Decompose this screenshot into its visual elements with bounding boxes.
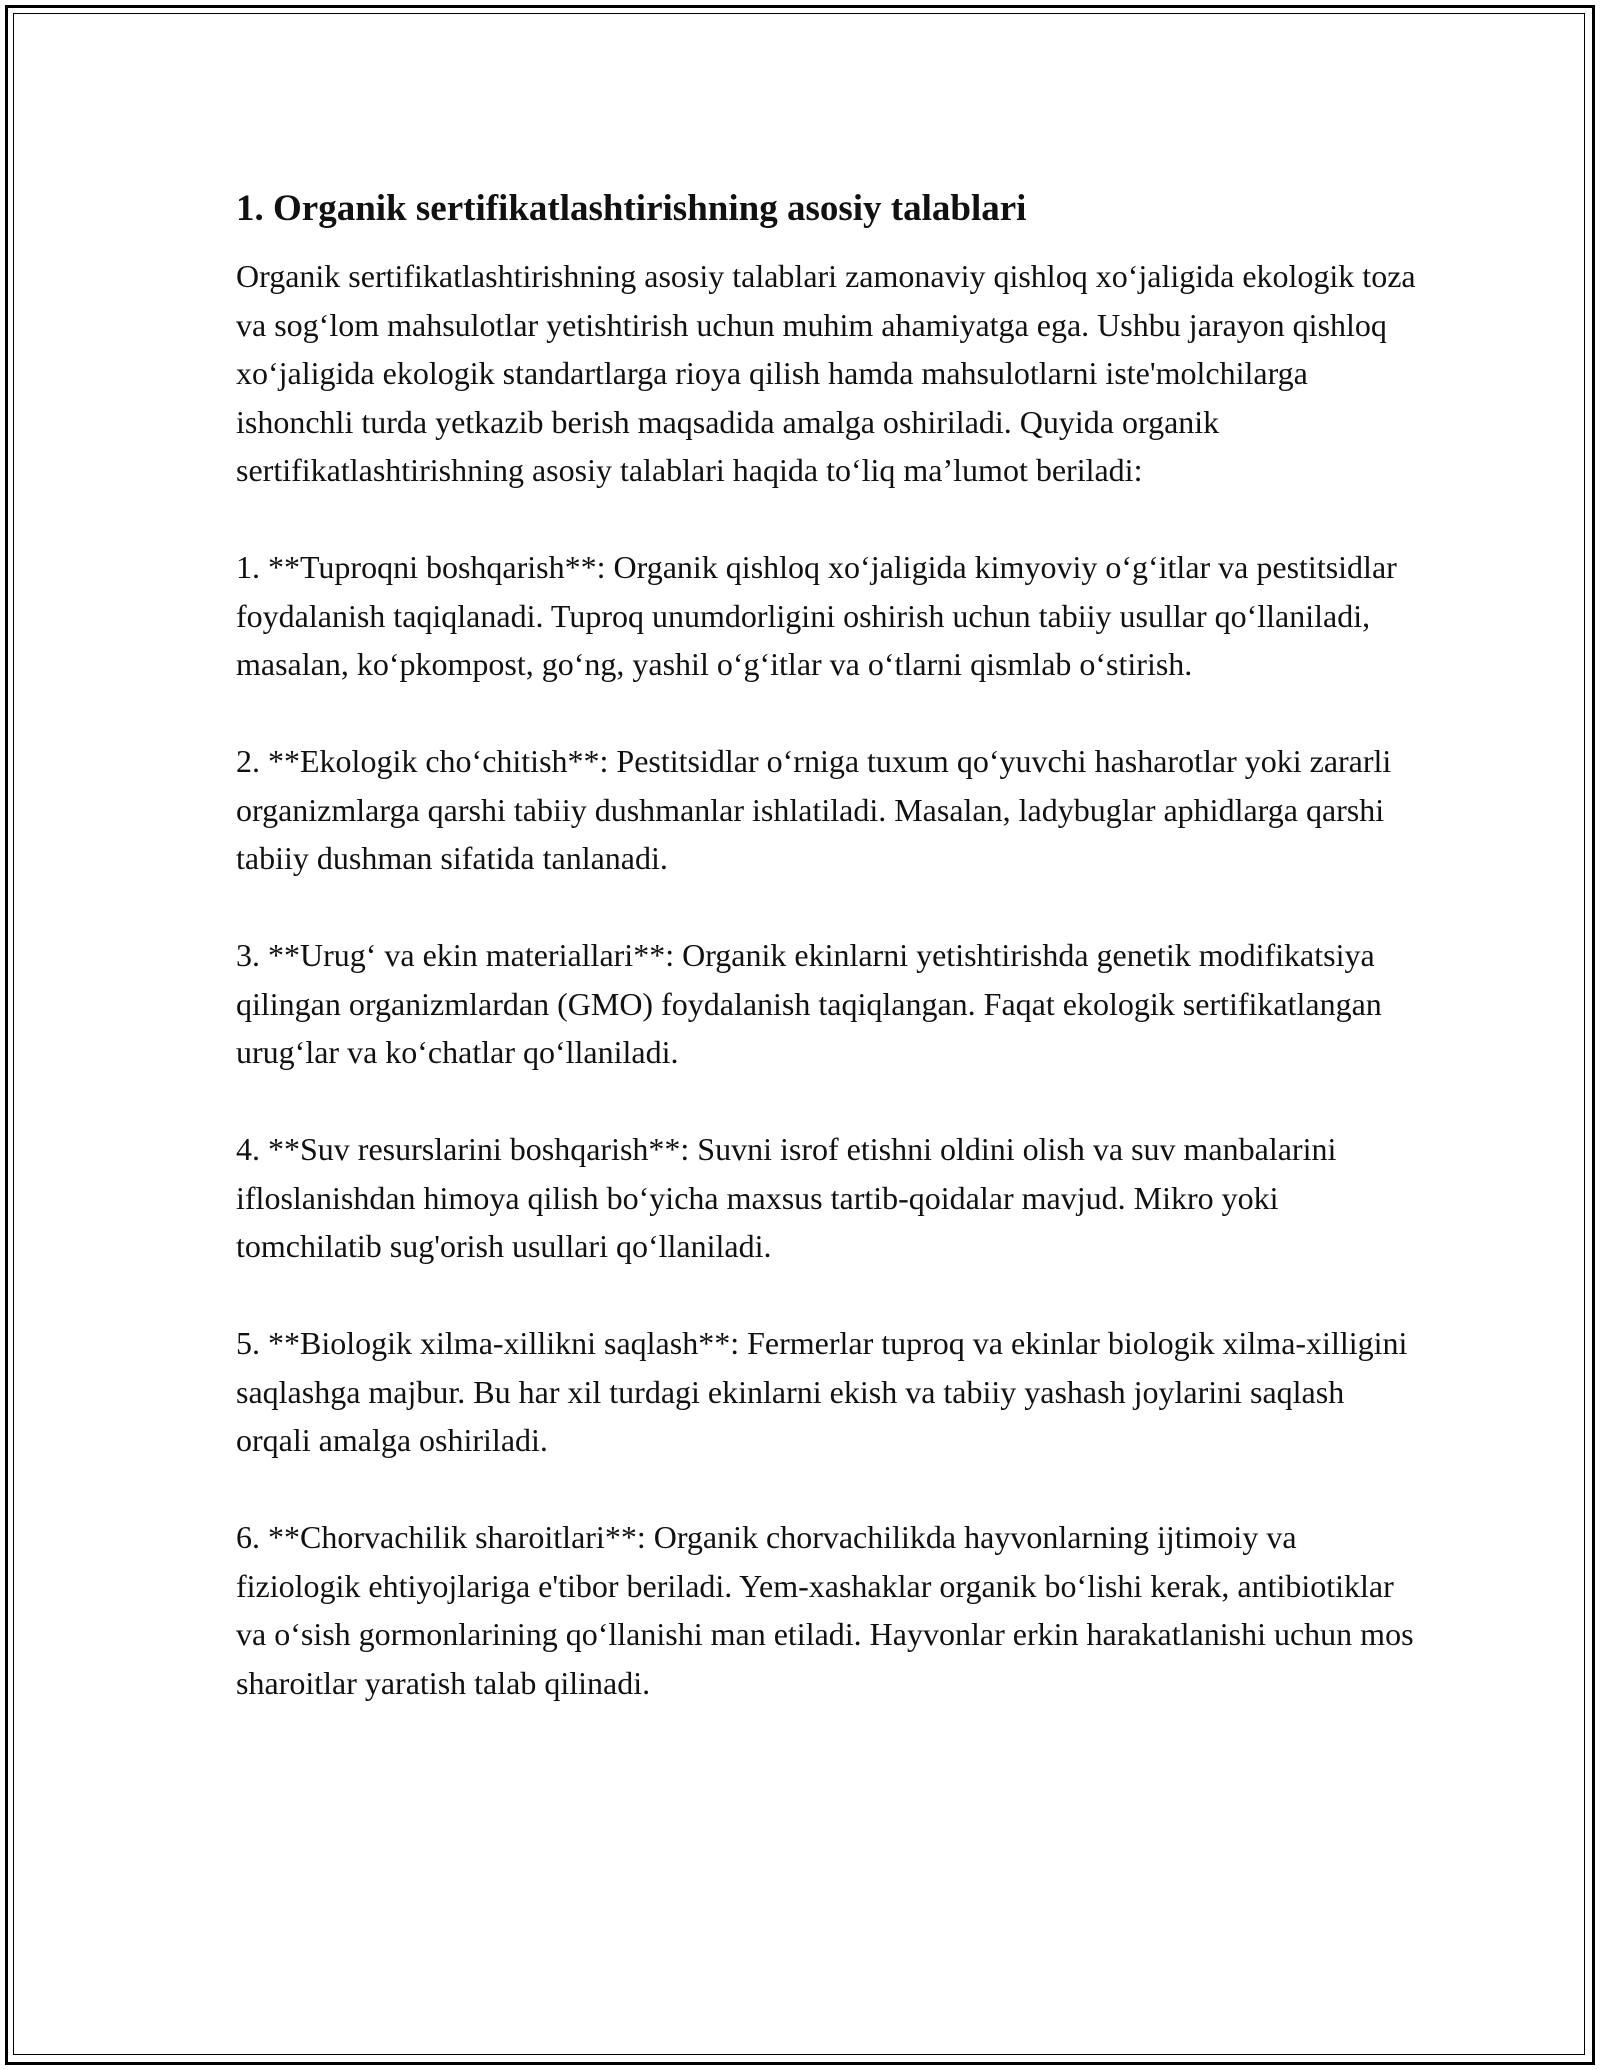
document-title: 1. Organik sertifikatlashtirishning asosiy talablari <box>236 188 1027 229</box>
requirement-paragraph-3: 3. **Urug‘ va ekin materiallari**: Organik ekinlarni yetishtirishda genetik modifikatsiya qilingan organizmlardan (GMO) foydalanish taqiqlangan. Faqat ekologik sertifikatlangan urug‘lar va ko‘chatlar qo‘llaniladi. <box>236 937 1382 1070</box>
requirement-paragraph-4: 4. **Suv resurslarini boshqarish**: Suvni isrof etishni oldini olish va suv manbalarini ifloslanishdan himoya qilish bo‘yicha maxsus tartib-qoidalar mavjud. Mikro yoki tomchilatib sug'orish usullari qo‘llaniladi. <box>236 1131 1337 1264</box>
requirement-paragraph-2: 2. **Ekologik cho‘chitish**: Pestitsidlar o‘rniga tuxum qo‘yuvchi hasharotlar yoki zararli organizmlarga qarshi tabiiy dushmanlar ishlatiladi. Masalan, ladybuglar aphidlarga qarshi tabiiy dushman sifatida tanlanadi. <box>236 743 1392 876</box>
document-page <box>236 186 1416 1756</box>
requirement-paragraph-6: 6. **Chorvachilik sharoitlari**: Organik chorvachilikda hayvonlarning ijtimoiy va fiziologik ehtiyojlariga e'tibor beriladi. Yem-xashaklar organik bo‘lishi kerak, antibiotiklar va o‘sish gormonlarining qo‘llanishi man etiladi. Hayvonlar erkin harakatlanishi uchun mos sharoitlar yaratish talab qilinadi. <box>236 1519 1414 1701</box>
requirement-paragraph-1: 1. **Tuproqni boshqarish**: Organik qishloq xo‘jaligida kimyoviy o‘g‘itlar va pestitsidlar foydalanish taqiqlanadi. Tuproq unumdorligini oshirish uchun tabiiy usullar qo‘llaniladi, masalan, ko‘pkompost, go‘ng, yashil o‘g‘itlar va o‘tlarni qismlab o‘stirish. <box>236 549 1397 682</box>
intro-paragraph: Organik sertifikatlashtirishning asosiy talablari zamonaviy qishloq xo‘jaligida ekologik toza va sog‘lom mahsulotlar yetishtirish uchun muhim ahamiyatga ega. Ushbu jarayon qishloq xo‘jaligida ekologik standartlarga rioya qilish hamda mahsulotlarni iste'molchilarga ishonchli turda yetkazib berish maqsadida amalga oshiriladi. Quyida organik sertifikatlashtirishning asosiy talablari haqida to‘liq ma’lumot beriladi: <box>236 258 1416 488</box>
requirement-paragraph-5: 5. **Biologik xilma-xillikni saqlash**: Fermerlar tuproq va ekinlar biologik xilma-xilligini saqlashga majbur. Bu har xil turdagi ekinlarni ekish va tabiiy yashash joylarini saqlash orqali amalga oshiriladi. <box>236 1325 1408 1458</box>
